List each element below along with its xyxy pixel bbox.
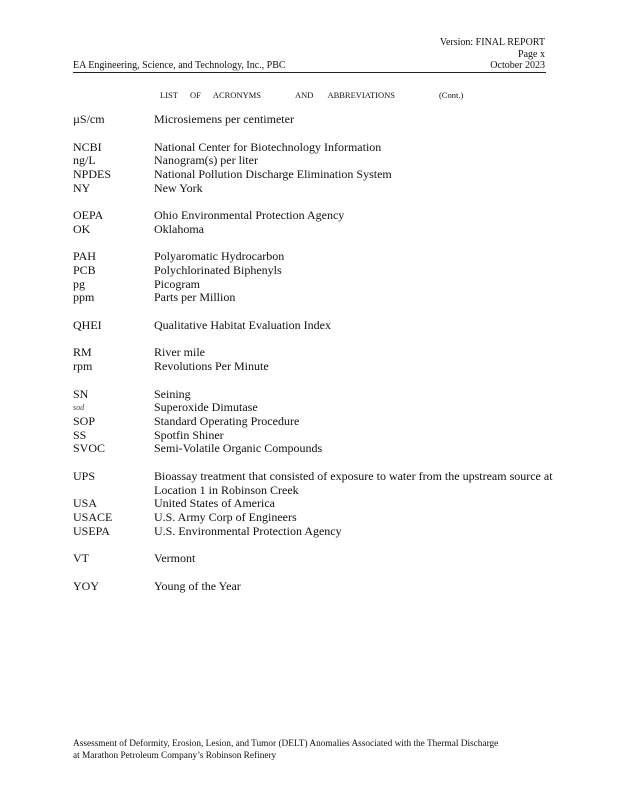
- acronym-entry: [73, 429, 553, 443]
- title-word-of: OF: [189, 90, 201, 100]
- acronym: µS/cm: [73, 112, 105, 126]
- definition: Semi-Volatile Organic Compounds: [154, 441, 323, 456]
- acronym: PCB: [73, 263, 96, 278]
- definition: Nanogram(s) per liter: [154, 153, 258, 168]
- acronym-entry: [73, 113, 553, 127]
- definition: Seining: [154, 386, 191, 401]
- acronym: NCBI: [73, 139, 102, 154]
- definition: Spotfin Shiner: [154, 427, 224, 442]
- acronym: UPS: [73, 468, 96, 483]
- definition: United States of America: [154, 496, 275, 511]
- acronym-entry: [73, 360, 553, 374]
- section-title: [160, 90, 463, 100]
- company-name: EA Engineering, Science, and Technology, Inc., PBC: [73, 60, 286, 71]
- acronym-entry: [73, 388, 553, 402]
- acronym-entry: [73, 223, 553, 237]
- acronym-entry: [73, 250, 553, 264]
- acronym: OK: [73, 221, 91, 236]
- definition: Standard Operating Procedure: [154, 414, 300, 429]
- acronym: ng/L: [73, 153, 96, 168]
- acronym: YOY: [73, 578, 99, 593]
- acronym: SN: [73, 386, 89, 401]
- title-word-acronyms: ACRONYMS: [212, 90, 262, 100]
- acronym: VT: [73, 551, 89, 566]
- acronym-entry: [73, 182, 553, 196]
- acronym-entry: [73, 291, 553, 305]
- acronym-entry: [73, 346, 553, 360]
- acronym: NPDES: [73, 166, 112, 181]
- acronym-entry: [73, 552, 553, 566]
- footer-line-1: Assessment of Deformity, Erosion, Lesion, and Tumor (DELT) Anomalies Associated with the Thermal Discharge: [73, 739, 499, 749]
- acronym: ppm: [73, 290, 95, 305]
- definition: National Center for Biotechnology Information: [154, 139, 382, 154]
- acronym-entry: [73, 154, 553, 168]
- acronym-entry: [73, 168, 553, 182]
- acronym: RM: [73, 345, 92, 360]
- acronym: SVOC: [73, 441, 106, 456]
- acronym-entry: [73, 401, 553, 415]
- definition: Polyaromatic Hydrocarbon: [154, 249, 285, 264]
- title-word-and: AND: [295, 90, 314, 100]
- acronym-entry: [73, 319, 553, 333]
- acronym: QHEI: [73, 317, 102, 332]
- acronym-entry: [73, 209, 553, 223]
- page-number: Page x: [518, 48, 545, 60]
- acronym: PAH: [73, 249, 96, 264]
- acronym: NY: [73, 180, 91, 195]
- definition: U.S. Environmental Protection Agency: [154, 523, 342, 538]
- acronym-entry: [73, 497, 553, 511]
- title-continued: (Cont.): [438, 90, 464, 100]
- acronym-list: [73, 113, 553, 593]
- header-right: [440, 37, 545, 72]
- header-divider: [73, 72, 546, 73]
- definition: Qualitative Habitat Evaluation Index: [154, 317, 331, 332]
- acronym: sod: [73, 403, 85, 413]
- title-word-list: LIST: [160, 90, 178, 100]
- document-footer: [73, 739, 553, 762]
- definition: Superoxide Dimutase: [154, 400, 258, 415]
- acronym: SS: [73, 427, 87, 442]
- acronym: USA: [73, 496, 98, 511]
- acronym: USEPA: [73, 523, 110, 538]
- definition: National Pollution Discharge Elimination System: [154, 166, 392, 181]
- footer-line-2: at Marathon Petroleum Company’s Robinson Refinery: [73, 750, 277, 761]
- definition: New York: [154, 180, 203, 195]
- definition: Bioassay treatment that consisted of exposure to water from the upstream source at Location 1 in Robinson Creek: [154, 468, 553, 497]
- version-label: Version: FINAL REPORT: [439, 37, 545, 48]
- report-date: October 2023: [490, 60, 545, 71]
- acronym: SOP: [73, 414, 96, 429]
- definition: Parts per Million: [154, 290, 236, 305]
- acronym-entry: [73, 415, 553, 429]
- definition: Revolutions Per Minute: [154, 359, 269, 374]
- acronym-entry: [73, 511, 553, 525]
- acronym-entry: [73, 525, 553, 539]
- definition: River mile: [154, 345, 205, 360]
- definition: U.S. Army Corp of Engineers: [154, 510, 297, 525]
- acronym-entry: [73, 278, 553, 292]
- acronym: OEPA: [73, 208, 104, 223]
- acronym: rpm: [73, 359, 93, 374]
- acronym-entry: [73, 141, 553, 155]
- acronym: USACE: [73, 510, 113, 525]
- definition: Ohio Environmental Protection Agency: [154, 208, 345, 223]
- definition: Young of the Year: [154, 578, 241, 593]
- definition: Vermont: [154, 551, 196, 566]
- definition: Oklahoma: [154, 221, 204, 236]
- title-word-abbreviations: ABBREVIATIONS: [327, 90, 395, 100]
- definition: Picogram: [154, 276, 200, 291]
- definition: Microsiemens per centimeter: [154, 112, 294, 126]
- acronym-entry: [73, 264, 553, 278]
- acronym-entry: [73, 580, 553, 594]
- acronym-entry: [73, 442, 553, 456]
- acronym-entry: [73, 470, 553, 497]
- definition: Polychlorinated Biphenyls: [154, 263, 282, 278]
- acronym: pg: [73, 276, 85, 291]
